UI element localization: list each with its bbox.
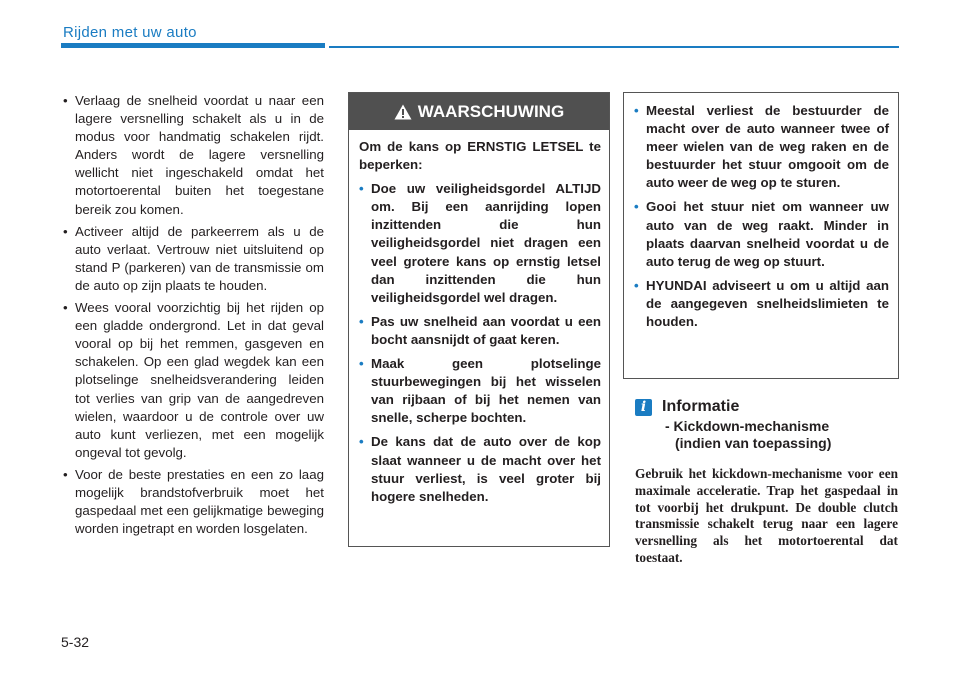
section-title: Rijden met uw auto: [63, 24, 197, 41]
warning-label: WAARSCHUWING: [417, 101, 565, 121]
information-subtitle: [665, 418, 895, 452]
warning-triangle-icon: [394, 104, 412, 120]
list-item: • Wees vooral voorzichtig bij het rijden op een gladde ondergrond. Let in dat geval vooral op bij het remmen, gasgeven en schakelen. Op een glad wegdek kan een plotselinge snelheidsverandering leiden tot verlies van grip van de aangedreven wielen, waardoor u de controle over uw auto kunt verliezen, met een mogelijk ongeval tot gevolg.: [61, 299, 324, 462]
list-item: • Maak geen plotselinge stuurbewegingen bij het wisselen van rijbaan of bij het nemen van snelle, scherpe bochten.: [359, 355, 601, 427]
header-rule-thin: [329, 46, 899, 48]
list-item: • Voor de beste prestaties en een zo laag mogelijk brandstofverbruik moet het gaspedaal met een gelijkmatige beweging worden ingetrapt en worden losgelaten.: [61, 466, 324, 538]
warning-body: [349, 130, 609, 506]
warning-intro: Om de kans op ERNSTIG LETSEL te beperken:: [359, 139, 601, 173]
subtitle-line-1: - Kickdown-mechanisme: [665, 418, 830, 434]
information-section: [635, 396, 898, 567]
header-rule-thick: [61, 43, 325, 48]
warning-box: [348, 92, 610, 547]
list-item: • HYUNDAI adviseert u om u altijd aan de aangegeven snelheidslimieten te houden.: [634, 277, 889, 331]
instruction-list: [61, 92, 324, 538]
warning-continued-box: [623, 92, 899, 379]
list-item: • Doe uw veiligheidsgordel ALTIJD om. Bij een aanrijding lopen inzittenden die hun veiligheidsgordel niet dragen een veel grotere kans op ernstig letsel dan inzittenden die hun veiligheidsgordel wel dragen.: [359, 180, 601, 307]
list-item: • Activeer altijd de parkeerrem als u de auto verlaat. Vertrouw niet uitsluitend op stand P (parkeren) van de transmissie om de auto op zijn plaats te houden.: [61, 223, 324, 295]
information-text: Gebruik het kickdown-mechanisme voor een maximale acceleratie. Trap het gaspedaal in tot voorbij het drukpunt. De double clutch transmissie schakelt terug naar een lagere versnelling als het motortoerental dat toestaat.: [635, 466, 898, 565]
list-item: • Meestal verliest de bestuurder de macht over de auto wanneer twee of meer wielen van de weg raken en de bestuurder het stuur omgooit om de auto weer de weg op te sturen.: [634, 102, 889, 192]
warning-continued-list: [634, 102, 889, 331]
subtitle-line-2: (indien van toepassing): [675, 435, 832, 451]
list-item: • Pas uw snelheid aan voordat u een bocht aansnijdt of gaat keren.: [359, 313, 601, 349]
page-number: 5-32: [61, 634, 90, 650]
list-item: • De kans dat de auto over de kop slaat wanneer u de macht over het stuur verliest, is veel groter bij hogere snelheden.: [359, 433, 601, 505]
warning-list: [359, 180, 601, 506]
information-title: Informatie: [662, 398, 740, 415]
list-item: • Verlaag de snelheid voordat u naar een lagere versnelling schakelt als u in de modus voor handmatig schakelen rijdt. Anders wordt de lagere versnelling wellicht niet ingeschakeld omdat het motortoerental buiten het toegestane bereik zou komen.: [61, 92, 324, 219]
warning-header: [349, 93, 609, 130]
information-header: [635, 396, 898, 418]
info-icon: i: [635, 399, 652, 416]
list-item: • Gooi het stuur niet om wanneer uw auto van de weg raakt. Minder in plaats daarvan snelheid voordat u de auto terug de weg op stuurt.: [634, 198, 889, 270]
left-column: [61, 92, 324, 542]
